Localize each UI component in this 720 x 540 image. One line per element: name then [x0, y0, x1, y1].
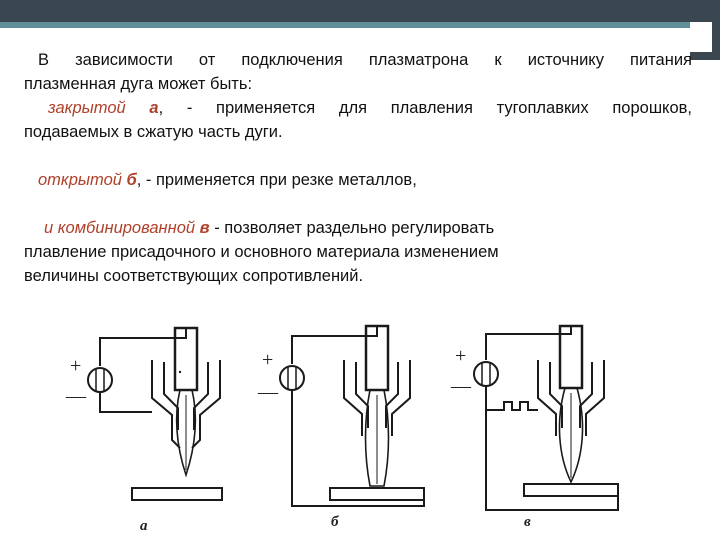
diagram-open-arc: [280, 326, 424, 506]
power-source-brushes-b: [288, 366, 296, 390]
label-a: а: [140, 518, 148, 534]
combined-arc-desc: - позволяет раздельно регулировать: [209, 219, 495, 237]
open-arc-term: открытой: [38, 171, 127, 189]
combined-arc-letter: в: [199, 219, 210, 237]
wire-top-a: [100, 328, 186, 366]
label-c: в: [524, 514, 531, 530]
resistor-nozzle-c: [486, 386, 538, 410]
power-source-a: [88, 368, 112, 392]
intro-text-1: В зависимости от подключения плазматрона к источнику питания: [38, 51, 692, 69]
electrode-c: [560, 326, 582, 388]
point-a: [179, 371, 181, 373]
plus-sign-a: +: [70, 355, 82, 377]
workpiece-b: [330, 488, 424, 500]
wire-bottom-a: [100, 392, 152, 412]
combined-arc-desc-2: плавление присадочного и основного материала изменением: [24, 243, 499, 261]
combined-arc-desc-3: величины соответствующих сопротивлений.: [24, 267, 364, 285]
open-arc-letter: б: [126, 171, 137, 189]
closed-arc-desc-2: подаваемых в сжатую часть дуги.: [24, 123, 283, 141]
closed-arc-term: закрытой: [48, 99, 150, 117]
power-source-c: [474, 362, 498, 386]
intro-text-2: плазменная дуга может быть:: [24, 75, 253, 93]
diagram-closed-arc: [88, 328, 222, 500]
minus-sign-b: —: [258, 381, 278, 403]
minus-sign-c: —: [451, 375, 471, 397]
diagram-combined-arc: [474, 326, 618, 510]
plus-sign-c: +: [455, 345, 467, 367]
workpiece-c: [524, 484, 618, 496]
label-b: б: [331, 514, 339, 530]
plus-sign-b: +: [262, 349, 274, 371]
open-arc-desc: , - применяется при резке металлов,: [136, 171, 417, 189]
power-source-b: [280, 366, 304, 390]
wire-top-c: [486, 326, 571, 360]
workpiece-a: [132, 488, 222, 500]
combined-arc-term: и комбинированной: [44, 219, 200, 237]
wire-top-b: [292, 326, 377, 364]
closed-arc-desc: , - применяется для плавления тугоплавких порошков,: [158, 99, 692, 117]
minus-sign-a: —: [66, 385, 86, 407]
power-source-brushes-c: [482, 362, 490, 386]
closed-arc-letter: а: [149, 99, 159, 117]
power-source-brushes-a: [96, 368, 104, 392]
